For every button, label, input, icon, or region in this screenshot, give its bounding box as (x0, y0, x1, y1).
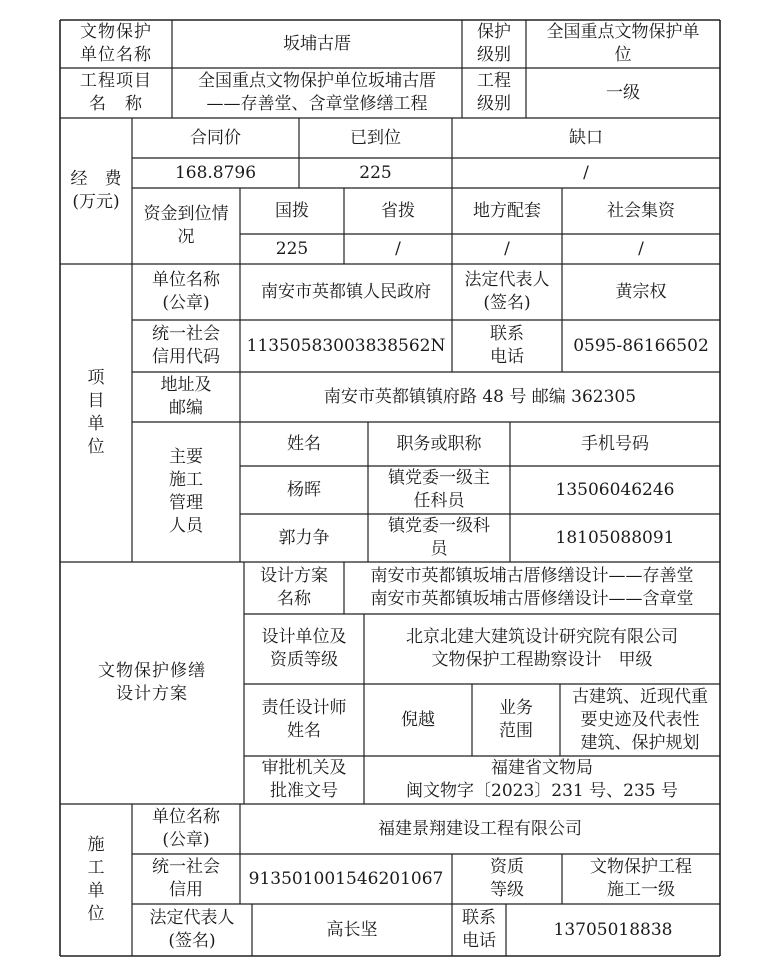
cu-name-value: 福建景翔建设工程有限公司 (378, 818, 582, 839)
scope-label: 业务 范围 (499, 698, 533, 741)
project-level-label: 工程 级别 (477, 71, 511, 114)
cu-qualification-label: 资质 等级 (490, 857, 524, 900)
pu-credit-code-label: 统一社会 信用代码 (152, 324, 220, 367)
contract-price-label: 合同价 (190, 127, 241, 148)
fund-arrival-label: 资金到位情 况 (143, 204, 229, 247)
design-unit-value: 北京北建大建筑设计研究院有限公司 文物保护工程勘察设计 甲级 (406, 627, 678, 670)
designer-label: 责任设计师 姓名 (261, 698, 347, 741)
pu-managers-label: 主要 施工 管理 人员 (169, 447, 203, 536)
pu-name-label: 单位名称 (公章) (152, 270, 220, 313)
national-value: 225 (275, 238, 309, 259)
funding-label: 经 费 (万元) (70, 169, 122, 212)
pu-legal-rep-value: 黄宗权 (615, 281, 667, 302)
gap-label: 缺口 (569, 127, 603, 148)
pu-name-value: 南安市英都镇人民政府 (261, 281, 431, 302)
approval-value: 福建省文物局 闽文物字〔2023〕231 号、235 号 (406, 758, 678, 801)
protection-level-value: 全国重点文物保护单 位 (546, 22, 700, 65)
scope-value: 古建筑、近现代重 要史迹及代表性 建筑、保护规划 (572, 686, 708, 753)
manager-name: 郭力争 (278, 527, 330, 548)
cu-phone-label: 联系 电话 (462, 908, 496, 951)
contract-price-value: 168.8796 (174, 162, 257, 183)
cu-credit-label: 统一社会 信用 (152, 857, 220, 900)
pu-phone-value: 0595-86166502 (573, 335, 709, 356)
managers-col-mobile: 手机号码 (581, 433, 649, 454)
plan-name-label: 设计方案 名称 (260, 566, 328, 609)
design-unit-label: 设计单位及 资质等级 (261, 627, 347, 670)
design-label: 文物保护修缮 设计方案 (98, 661, 206, 704)
project-name-value: 全国重点文物保护单位坂埔古厝 ——存善堂、含章堂修缮工程 (198, 71, 436, 114)
provincial-label: 省拨 (381, 200, 415, 221)
pu-legal-rep-label: 法定代表人 (签名) (464, 270, 550, 313)
received-value: 225 (359, 162, 392, 183)
local-label: 地方配套 (473, 200, 541, 221)
managers-col-position: 职务或职称 (396, 433, 482, 454)
approval-label: 审批机关及 批准文号 (261, 758, 347, 801)
manager-mobile: 18105088091 (555, 527, 675, 548)
plan-name-value: 南安市英都镇坂埔古厝修缮设计——存善堂 南安市英都镇坂埔古厝修缮设计——含章堂 (370, 566, 694, 609)
pu-address-value: 南安市英都镇镇府路 48 号 邮编 362305 (323, 386, 637, 407)
construction-unit-label: 施 工 单 位 (87, 835, 105, 924)
unit-name-value: 坂埔古厝 (283, 33, 351, 54)
pu-address-label: 地址及 邮编 (160, 375, 212, 418)
social-value: / (638, 238, 644, 259)
received-label: 已到位 (350, 127, 401, 148)
unit-name-label: 文物保护 单位名称 (80, 22, 152, 65)
pu-credit-code-value: 11350583003838562N (246, 335, 446, 356)
manager-position: 镇党委一级科 员 (388, 516, 490, 559)
local-value: / (504, 238, 510, 259)
designer-value: 倪越 (401, 709, 435, 730)
manager-position: 镇党委一级主 任科员 (388, 468, 490, 511)
gap-value: / (583, 162, 589, 183)
cu-legal-rep-label: 法定代表人 (签名) (149, 908, 235, 951)
project-unit-label: 项 目 单 位 (87, 368, 105, 457)
project-name-label: 工程项目 名 称 (80, 71, 152, 114)
cu-legal-rep-value: 高长坚 (326, 919, 378, 940)
social-label: 社会集资 (607, 200, 675, 221)
national-label: 国拨 (275, 200, 309, 221)
cu-qualification-value: 文物保护工程 施工一级 (590, 857, 692, 900)
cu-credit-value: 913501001546201067 (248, 868, 444, 889)
provincial-value: / (395, 238, 401, 259)
protection-level-label: 保护 级别 (477, 22, 511, 65)
manager-mobile: 13506046246 (555, 479, 675, 500)
manager-name: 杨晖 (287, 479, 321, 500)
cu-name-label: 单位名称 (公章) (152, 807, 220, 850)
pu-phone-label: 联系 电话 (490, 324, 524, 367)
managers-col-name: 姓名 (287, 433, 321, 454)
cu-phone-value: 13705018838 (553, 919, 673, 940)
project-level-value: 一级 (606, 82, 640, 103)
